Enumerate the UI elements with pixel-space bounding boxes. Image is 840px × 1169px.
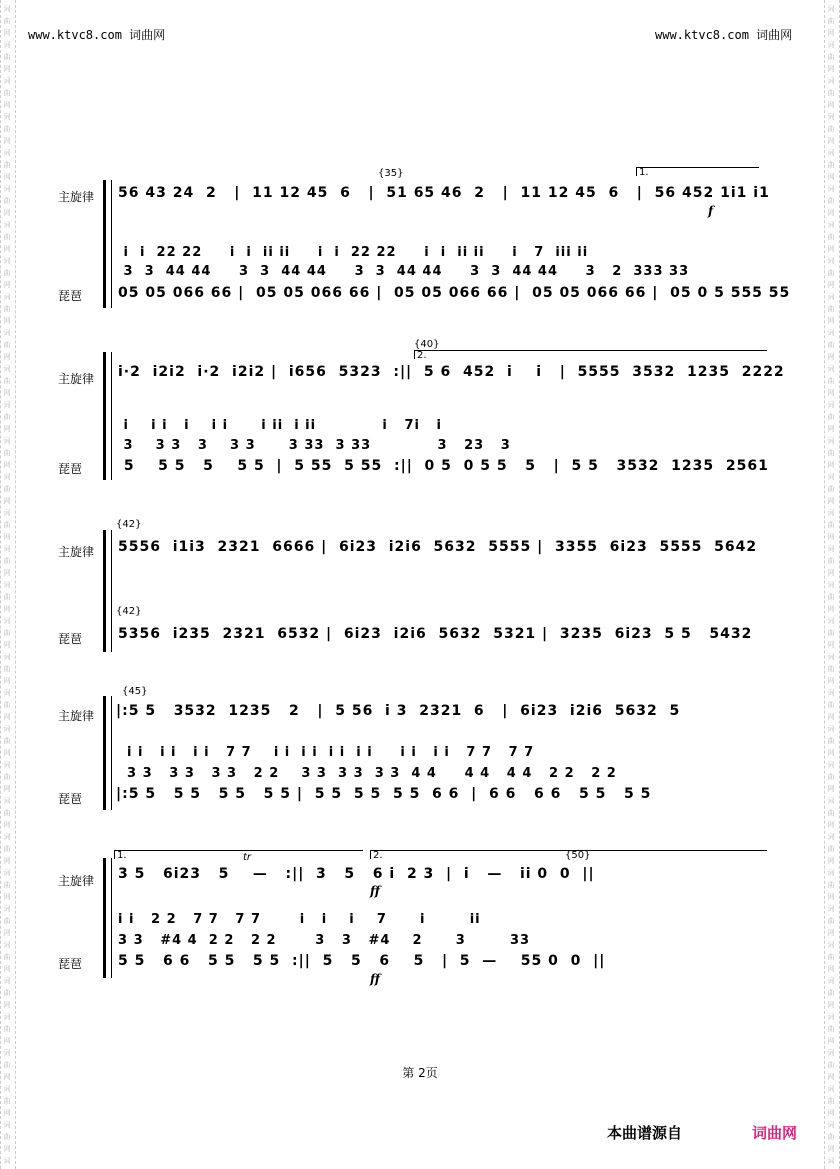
pipa-notes: |:5 5 5 5 5 5 5 5 | 5 5 5 5 5 5 6 6 | 6 6 6 6 5 5 5 5 <box>116 786 652 802</box>
watermark-glyph: 网 <box>827 281 835 289</box>
watermark-glyph: 词 <box>3 509 11 517</box>
rehearsal-mark: {45} <box>122 686 148 697</box>
watermark-glyph: 网 <box>3 605 11 613</box>
watermark-glyph: 网 <box>827 1145 835 1153</box>
watermark-glyph: 曲 <box>827 521 835 529</box>
watermark-glyph: 曲 <box>3 809 11 817</box>
watermark-glyph: 网 <box>827 641 835 649</box>
footer-brand-link[interactable]: 词曲网 <box>752 1124 798 1142</box>
watermark-glyph: 网 <box>3 1001 11 1009</box>
volta-bracket <box>414 350 767 359</box>
system-bracket <box>103 696 106 810</box>
watermark-glyph: 网 <box>827 569 835 577</box>
watermark-glyph: 词 <box>3 941 11 949</box>
watermark-glyph: 曲 <box>827 1025 835 1033</box>
watermark-glyph: 网 <box>3 65 11 73</box>
watermark-glyph: 曲 <box>827 593 835 601</box>
volta-bracket <box>114 850 363 859</box>
watermark-glyph: 词 <box>3 725 11 733</box>
rehearsal-mark: {50} <box>565 850 591 861</box>
watermark-glyph: 曲 <box>3 1025 11 1033</box>
watermark-glyph: 网 <box>827 209 835 217</box>
watermark-glyph: 词 <box>827 1013 835 1021</box>
instrument-label-melody: 主旋律 <box>58 545 95 559</box>
watermark-glyph: 词 <box>827 185 835 193</box>
watermark-glyph: 曲 <box>3 377 11 385</box>
watermark-glyph: 词 <box>3 869 11 877</box>
watermark-glyph: 词 <box>827 1121 835 1129</box>
watermark-glyph: 网 <box>827 245 835 253</box>
system-line <box>111 180 112 308</box>
instrument-label-pipa: 琵琶 <box>58 289 83 303</box>
watermark-glyph: 网 <box>3 353 11 361</box>
watermark-glyph: 网 <box>3 281 11 289</box>
watermark-glyph: 网 <box>3 1037 11 1045</box>
watermark-glyph: 曲 <box>827 665 835 673</box>
dynamic-mark: f <box>708 204 714 218</box>
watermark-glyph: 曲 <box>3 701 11 709</box>
watermark-glyph: 曲 <box>827 1133 835 1141</box>
watermark-glyph: 词 <box>3 41 11 49</box>
watermark-glyph: 网 <box>3 749 11 757</box>
watermark-glyph: 网 <box>827 425 835 433</box>
watermark-glyph: 曲 <box>827 737 835 745</box>
watermark-glyph: 词 <box>3 113 11 121</box>
watermark-glyph: 词 <box>827 41 835 49</box>
watermark-glyph: 网 <box>3 533 11 541</box>
watermark-glyph: 词 <box>827 149 835 157</box>
watermark-glyph: 词 <box>827 977 835 985</box>
dynamic-mark: ff <box>370 884 380 898</box>
watermark-glyph: 网 <box>827 605 835 613</box>
watermark-glyph: 网 <box>827 497 835 505</box>
watermark-glyph: 曲 <box>827 773 835 781</box>
watermark-glyph: 网 <box>3 965 11 973</box>
watermark-glyph: 网 <box>3 173 11 181</box>
pipa-chord-mid: 3 3 3 3 3 3 2 2 3 3 3 3 3 3 4 4 4 4 4 4 2 2 2 2 <box>116 766 617 781</box>
melody-notes: 3 5 6i23 5 — :|| 3 5 6 i 2 3 | i — ii 0 0 || <box>118 866 595 882</box>
watermark-glyph: 曲 <box>827 917 835 925</box>
melody-notes: i·2 i2i2 i·2 i2i2 | i656 5323 :|| 5 6 452 i i | 5555 3532 1235 2222 <box>118 364 785 380</box>
watermark-glyph: 网 <box>3 1073 11 1081</box>
watermark-glyph: 曲 <box>3 629 11 637</box>
watermark-glyph: 曲 <box>3 17 11 25</box>
watermark-glyph: 曲 <box>827 701 835 709</box>
watermark-glyph: 词 <box>3 1049 11 1057</box>
watermark-glyph: 网 <box>827 965 835 973</box>
watermark-glyph: 曲 <box>3 881 11 889</box>
watermark-glyph: 曲 <box>3 485 11 493</box>
watermark-glyph: 曲 <box>827 233 835 241</box>
watermark-glyph: 网 <box>827 533 835 541</box>
watermark-glyph: 词 <box>3 833 11 841</box>
watermark-glyph: 词 <box>3 257 11 265</box>
watermark-glyph: 词 <box>3 329 11 337</box>
watermark-glyph: 网 <box>827 461 835 469</box>
watermark-glyph: 曲 <box>3 665 11 673</box>
watermark-glyph: 曲 <box>827 269 835 277</box>
watermark-glyph: 词 <box>3 1157 11 1165</box>
watermark-glyph: 网 <box>3 785 11 793</box>
watermark-glyph: 网 <box>827 353 835 361</box>
watermark-glyph: 词 <box>827 437 835 445</box>
watermark-glyph: 曲 <box>827 1061 835 1069</box>
pipa-chord-mid: 3 3 #4 4 2 2 2 2 3 3 #4 2 3 33 <box>118 933 531 948</box>
watermark-glyph: 词 <box>827 293 835 301</box>
watermark-glyph: 网 <box>3 137 11 145</box>
watermark-glyph: 曲 <box>3 161 11 169</box>
watermark-glyph: 网 <box>827 1073 835 1081</box>
watermark-glyph: 词 <box>827 473 835 481</box>
watermark-glyph: 词 <box>3 689 11 697</box>
watermark-glyph: 网 <box>3 389 11 397</box>
rehearsal-mark: {35} <box>378 168 404 179</box>
watermark-glyph: 网 <box>3 209 11 217</box>
watermark-glyph: 词 <box>3 77 11 85</box>
watermark-glyph: 词 <box>3 617 11 625</box>
watermark-glyph: 曲 <box>3 125 11 133</box>
watermark-glyph: 曲 <box>3 845 11 853</box>
watermark-glyph: 词 <box>827 797 835 805</box>
watermark-glyph: 网 <box>3 929 11 937</box>
watermark-glyph: 网 <box>3 569 11 577</box>
watermark-glyph: 曲 <box>3 521 11 529</box>
watermark-glyph: 词 <box>827 905 835 913</box>
watermark-glyph: 曲 <box>827 557 835 565</box>
melody-notes: 56 43 24 2 | 11 12 45 6 | 51 65 46 2 | 11 12 45 6 | 56 452 1i1 i1 <box>118 185 770 201</box>
watermark-glyph: 曲 <box>3 305 11 313</box>
watermark-glyph: 曲 <box>3 593 11 601</box>
watermark-glyph: 曲 <box>3 413 11 421</box>
watermark-glyph: 网 <box>827 929 835 937</box>
instrument-label-melody: 主旋律 <box>58 709 95 723</box>
watermark-glyph: 曲 <box>827 305 835 313</box>
watermark-glyph: 词 <box>3 401 11 409</box>
rehearsal-mark: {42} <box>116 606 142 617</box>
watermark-glyph: 曲 <box>827 881 835 889</box>
watermark-glyph: 网 <box>827 101 835 109</box>
watermark-glyph: 曲 <box>3 737 11 745</box>
watermark-glyph: 曲 <box>827 89 835 97</box>
watermark-glyph: 网 <box>827 317 835 325</box>
volta-label: 1. <box>639 167 649 178</box>
watermark-glyph: 网 <box>3 677 11 685</box>
watermark-glyph: 词 <box>3 1121 11 1129</box>
watermark-glyph: 网 <box>3 461 11 469</box>
watermark-glyph: 曲 <box>3 1133 11 1141</box>
watermark-glyph: 网 <box>827 821 835 829</box>
watermark-glyph: 曲 <box>3 449 11 457</box>
watermark-glyph: 网 <box>827 137 835 145</box>
watermark-glyph: 词 <box>3 581 11 589</box>
watermark-glyph: 词 <box>827 1049 835 1057</box>
watermark-glyph: 词 <box>3 545 11 553</box>
watermark-glyph: 网 <box>3 1109 11 1117</box>
watermark-glyph: 网 <box>827 857 835 865</box>
watermark-glyph: 网 <box>827 1109 835 1117</box>
watermark-glyph: 词 <box>3 905 11 913</box>
instrument-label-pipa: 琵琶 <box>58 792 83 806</box>
watermark-glyph: 词 <box>827 761 835 769</box>
watermark-glyph: 曲 <box>3 1061 11 1069</box>
watermark-glyph: 曲 <box>827 845 835 853</box>
watermark-glyph: 词 <box>827 545 835 553</box>
pipa-chord-top: i i 2 2 7 7 7 7 i i i 7 i ii <box>118 912 481 927</box>
watermark-glyph: 曲 <box>827 125 835 133</box>
watermark-glyph: 网 <box>3 29 11 37</box>
watermark-glyph: 词 <box>3 473 11 481</box>
watermark-glyph: 词 <box>3 797 11 805</box>
watermark-glyph: 词 <box>827 77 835 85</box>
system-bracket <box>103 858 106 978</box>
watermark-glyph: 词 <box>827 113 835 121</box>
pipa-chord-top: i i i i i i i ii i ii i 7i i <box>118 418 442 433</box>
watermark-glyph: 曲 <box>3 989 11 997</box>
watermark-glyph: 网 <box>3 713 11 721</box>
watermark-glyph: 曲 <box>3 917 11 925</box>
watermark-glyph: 曲 <box>3 197 11 205</box>
system-bracket <box>103 180 106 308</box>
watermark-glyph: 曲 <box>827 17 835 25</box>
pipa-notes: 5 5 6 6 5 5 5 5 :|| 5 5 6 5 | 5 — 55 0 0 || <box>118 953 606 969</box>
watermark-glyph: 词 <box>827 257 835 265</box>
system-bracket <box>103 530 106 652</box>
watermark-glyph: 网 <box>3 245 11 253</box>
watermark-glyph: 曲 <box>827 161 835 169</box>
rehearsal-mark: {42} <box>116 519 142 530</box>
watermark-glyph: 网 <box>827 749 835 757</box>
watermark-glyph: 词 <box>3 761 11 769</box>
volta-bracket <box>636 167 759 176</box>
rehearsal-mark: {40} <box>414 339 440 350</box>
watermark-glyph: 词 <box>3 185 11 193</box>
volta-label: 2. <box>373 850 383 861</box>
watermark-glyph: 词 <box>827 329 835 337</box>
system-line <box>111 696 112 810</box>
watermark-glyph: 网 <box>827 29 835 37</box>
instrument-label-pipa: 琵琶 <box>58 462 83 476</box>
watermark-glyph: 词 <box>827 941 835 949</box>
watermark-glyph: 网 <box>827 173 835 181</box>
watermark-glyph: 曲 <box>827 809 835 817</box>
system-bracket <box>103 352 106 480</box>
watermark-glyph: 词 <box>3 437 11 445</box>
pipa-chord-mid: 3 3 44 44 3 3 44 44 3 3 44 44 3 3 44 44 3 2 333 33 <box>118 264 690 279</box>
watermark-glyph: 曲 <box>827 413 835 421</box>
instrument-label-pipa: 琵琶 <box>58 632 83 646</box>
watermark-glyph: 词 <box>827 509 835 517</box>
trill-mark: tr <box>243 852 252 863</box>
watermark-glyph: 词 <box>827 221 835 229</box>
watermark-glyph: 曲 <box>827 197 835 205</box>
instrument-label-melody: 主旋律 <box>58 874 95 888</box>
watermark-glyph: 词 <box>3 365 11 373</box>
watermark-glyph: 词 <box>827 1157 835 1165</box>
watermark-glyph: 词 <box>3 149 11 157</box>
watermark-glyph: 曲 <box>827 377 835 385</box>
watermark-glyph: 曲 <box>827 989 835 997</box>
pipa-chord-mid: 3 3 3 3 3 3 3 33 3 33 3 23 3 <box>118 438 511 453</box>
watermark-glyph: 网 <box>3 101 11 109</box>
watermark-glyph: 曲 <box>3 269 11 277</box>
watermark-glyph: 网 <box>3 1145 11 1153</box>
watermark-glyph: 曲 <box>827 953 835 961</box>
watermark-glyph: 网 <box>827 389 835 397</box>
watermark-glyph: 曲 <box>827 1097 835 1105</box>
watermark-glyph: 网 <box>827 1037 835 1045</box>
watermark-glyph: 词 <box>3 977 11 985</box>
watermark-glyph: 词 <box>3 5 11 13</box>
watermark-glyph: 曲 <box>3 341 11 349</box>
pipa-notes: 5356 i235 2321 6532 | 6i23 i2i6 5632 5321 | 3235 6i23 5 5 5432 <box>118 626 753 642</box>
melody-notes: |:5 5 3532 1235 2 | 5 56 i 3 2321 6 | 6i23 i2i6 5632 5 <box>116 703 681 719</box>
pipa-chord-top: i i 22 22 i i ii ii i i 22 22 i i ii ii i 7 iii ii <box>118 245 589 260</box>
watermark-glyph: 词 <box>3 1085 11 1093</box>
watermark-glyph: 词 <box>827 1085 835 1093</box>
watermark-glyph: 词 <box>827 653 835 661</box>
footer-source-label: 本曲谱源自 <box>607 1124 683 1142</box>
watermark-glyph: 曲 <box>827 485 835 493</box>
watermark-glyph: 网 <box>827 65 835 73</box>
watermark-glyph: 网 <box>3 641 11 649</box>
watermark-glyph: 曲 <box>827 449 835 457</box>
watermark-glyph: 网 <box>3 497 11 505</box>
watermark-glyph: 网 <box>827 677 835 685</box>
watermark-glyph: 词 <box>827 401 835 409</box>
watermark-glyph: 曲 <box>3 89 11 97</box>
pipa-notes: 5 5 5 5 5 5 | 5 55 5 55 :|| 0 5 0 5 5 5 | 5 5 3532 1235 2561 <box>118 458 769 474</box>
watermark-glyph: 曲 <box>827 629 835 637</box>
watermark-glyph: 网 <box>827 893 835 901</box>
header-left-site[interactable]: www.ktvc8.com 词曲网 <box>28 28 166 42</box>
watermark-glyph: 曲 <box>827 341 835 349</box>
watermark-glyph: 词 <box>827 5 835 13</box>
watermark-glyph: 网 <box>3 425 11 433</box>
watermark-glyph: 曲 <box>3 953 11 961</box>
instrument-label-melody: 主旋律 <box>58 372 95 386</box>
watermark-glyph: 网 <box>3 317 11 325</box>
watermark-glyph: 词 <box>3 221 11 229</box>
page-number: 第 2页 <box>402 1066 438 1080</box>
watermark-glyph: 曲 <box>827 53 835 61</box>
watermark-glyph: 网 <box>827 785 835 793</box>
watermark-glyph: 词 <box>827 581 835 589</box>
dynamic-mark: ff <box>370 972 380 986</box>
watermark-glyph: 网 <box>3 893 11 901</box>
watermark-glyph: 词 <box>827 833 835 841</box>
pipa-notes: 05 05 066 66 | 05 05 066 66 | 05 05 066 66 | 05 05 066 66 | 05 0 5 555 55 <box>118 285 791 301</box>
header-right-site[interactable]: www.ktvc8.com 词曲网 <box>655 28 793 42</box>
instrument-label-melody: 主旋律 <box>58 190 95 204</box>
watermark-glyph: 网 <box>827 713 835 721</box>
watermark-glyph: 网 <box>3 821 11 829</box>
watermark-glyph: 词 <box>3 1013 11 1021</box>
watermark-glyph: 词 <box>3 293 11 301</box>
pipa-chord-top: i i i i i i 7 7 i i i i i i i i i i i i 7 7 7 7 <box>116 745 535 760</box>
watermark-glyph: 网 <box>827 1001 835 1009</box>
watermark-glyph: 曲 <box>3 557 11 565</box>
volta-label: 1. <box>117 850 127 861</box>
volta-label: 2. <box>417 350 427 361</box>
watermark-glyph: 曲 <box>3 53 11 61</box>
watermark-glyph: 词 <box>3 653 11 661</box>
watermark-glyph: 词 <box>827 617 835 625</box>
watermark-glyph: 曲 <box>3 773 11 781</box>
watermark-glyph: 网 <box>3 857 11 865</box>
system-line <box>111 858 112 978</box>
watermark-glyph: 曲 <box>3 1097 11 1105</box>
watermark-glyph: 曲 <box>3 233 11 241</box>
system-line <box>111 352 112 480</box>
watermark-glyph: 词 <box>827 689 835 697</box>
watermark-glyph: 词 <box>827 365 835 373</box>
system-line <box>111 530 112 652</box>
watermark-glyph: 词 <box>827 869 835 877</box>
instrument-label-pipa: 琵琶 <box>58 957 83 971</box>
melody-notes: 5556 i1i3 2321 6666 | 6i23 i2i6 5632 5555 | 3355 6i23 5555 5642 <box>118 539 758 555</box>
watermark-glyph: 词 <box>827 725 835 733</box>
